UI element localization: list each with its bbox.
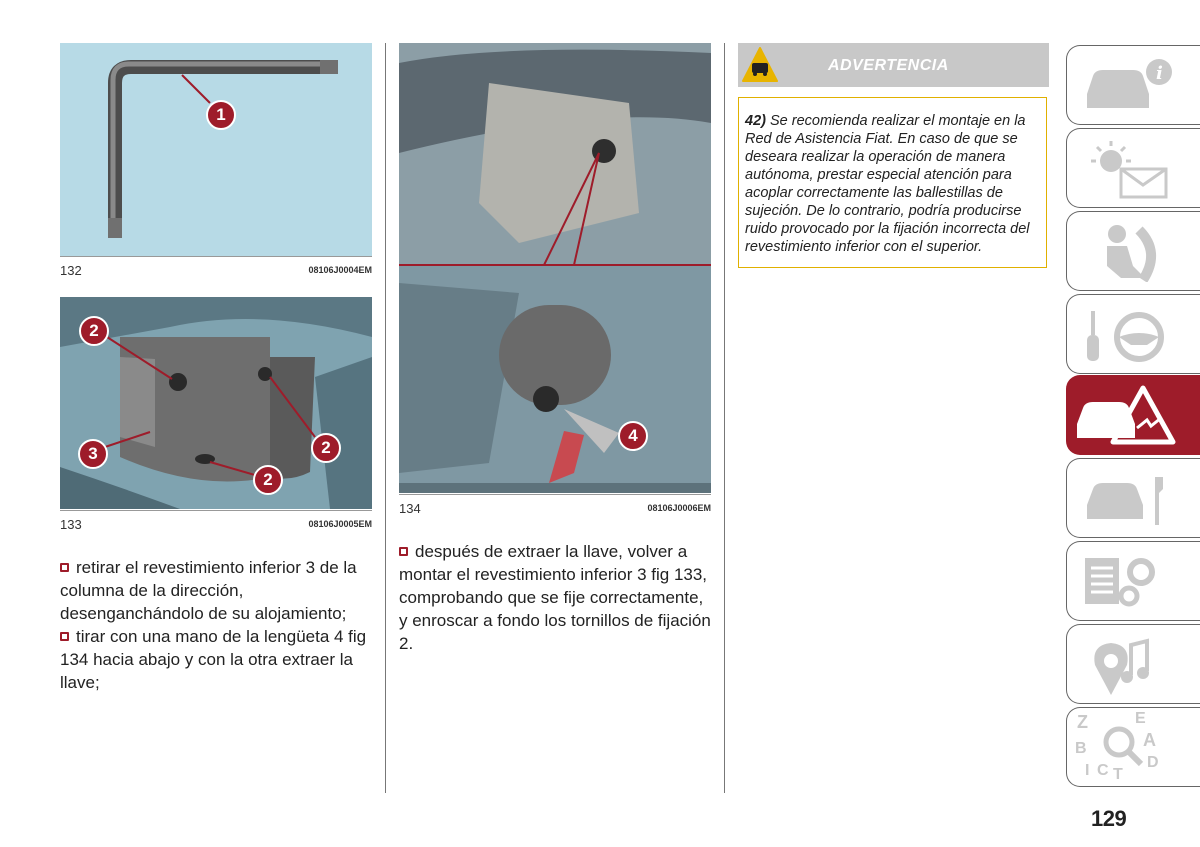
car-hazard-icon <box>1073 384 1183 450</box>
specs-gear-icon <box>1081 552 1181 612</box>
callout-1: 1 <box>206 100 236 130</box>
callout-2: 2 <box>253 465 283 495</box>
index-search-icon: Z E B A I C T D <box>1075 710 1159 783</box>
multimedia-icon <box>1081 635 1181 695</box>
warning-ref: 42) <box>745 113 766 129</box>
column-divider <box>385 43 386 793</box>
figure-rule <box>60 256 372 257</box>
figure-133-image <box>60 297 372 509</box>
figure-number: 133 <box>60 517 82 532</box>
callout-2: 2 <box>79 316 109 346</box>
figure-134-image <box>399 43 711 493</box>
figure-number: 132 <box>60 263 82 278</box>
seat-safety-icon <box>1081 222 1181 282</box>
tab-car-info[interactable] <box>1066 45 1200 125</box>
car-maintenance-icon <box>1081 469 1181 529</box>
callout-3: 3 <box>78 439 108 469</box>
figure-code: 08106J0005EM <box>308 519 372 529</box>
warning-car-icon <box>740 45 780 85</box>
bullet-icon <box>60 563 69 572</box>
tab-index[interactable] <box>1066 707 1200 787</box>
bullet-icon <box>399 547 408 556</box>
svg-text:i: i <box>1156 63 1163 84</box>
car-info-icon <box>1081 56 1181 116</box>
list-item: retirar el revestimiento inferior 3 de la columna de la dirección, desenganchándolo de su alojamiento; <box>60 558 357 623</box>
key-steering-icon <box>1081 305 1181 365</box>
column-divider <box>724 43 725 793</box>
tab-maintenance[interactable] <box>1066 458 1200 538</box>
warning-text: 42) Se recomienda realizar el montaje en la Red de Asistencia Fiat. En caso de que se deseara realizar la operación de manera autónoma, prestar especial atención para acoplar correctamente las ballestillas de sujeción. De lo contrario, podría producirse ruido provocado por la fijación incorrecta del revestimiento inferior con el superior. <box>745 113 1030 255</box>
list-item: después de extraer la llave, volver a montar el revestimiento inferior 3 fig 133, comprobando que se fije correctamente, y enroscar a fondo los tornillos de fijación 2. <box>399 542 711 653</box>
tab-seat-safety[interactable] <box>1066 211 1200 291</box>
column-2-text <box>399 540 711 655</box>
warning-title: ADVERTENCIA <box>828 57 949 74</box>
figure-132-image <box>60 43 372 256</box>
warning-header <box>738 43 1049 87</box>
figure-code: 08106J0006EM <box>647 503 711 513</box>
lights-warning-icon <box>1081 139 1181 199</box>
tab-emergency[interactable] <box>1066 375 1200 455</box>
figure-number: 134 <box>399 501 421 516</box>
figure-rule <box>399 494 711 495</box>
tab-key-steering[interactable] <box>1066 294 1200 374</box>
tab-specs[interactable] <box>1066 541 1200 621</box>
callout-4: 4 <box>618 421 648 451</box>
page-number: 129 <box>1091 806 1127 831</box>
callout-2: 2 <box>311 433 341 463</box>
figure-code: 08106J0004EM <box>308 265 372 275</box>
column-1-text <box>60 556 376 694</box>
warning-box <box>738 97 1047 268</box>
tab-lights-warning[interactable] <box>1066 128 1200 208</box>
bullet-icon <box>60 632 69 641</box>
tab-multimedia[interactable] <box>1066 624 1200 704</box>
list-item: tirar con una mano de la lengüeta 4 fig 134 hacia abajo y con la otra extraer la llave; <box>60 627 367 692</box>
figure-rule <box>60 510 372 511</box>
